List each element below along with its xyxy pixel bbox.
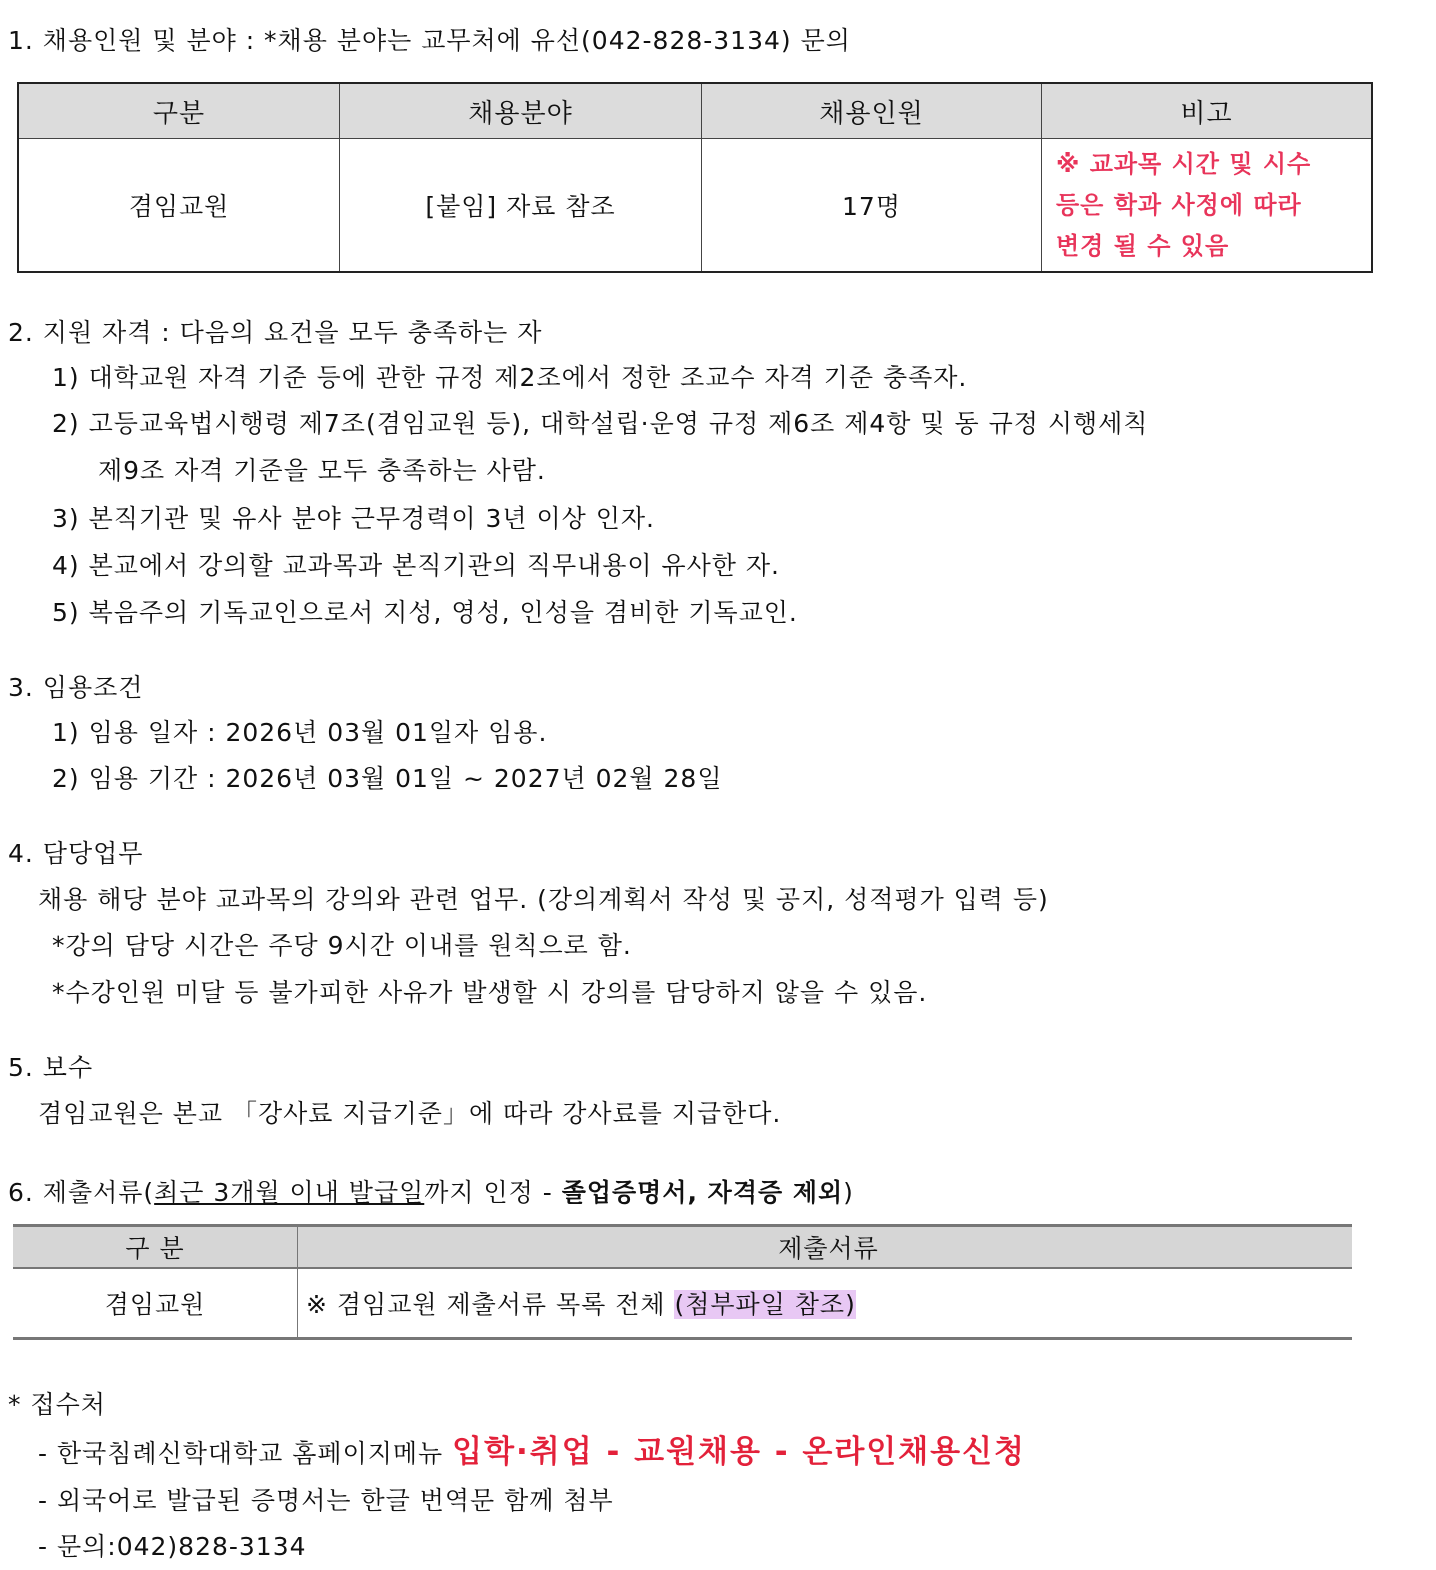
salary-text: 겸임교원은 본교 「강사료 지급기준」에 따라 강사료를 지급한다. — [38, 1099, 782, 1128]
reception-text: - 한국침례신학대학교 홈페이지메뉴 — [38, 1439, 453, 1468]
remark-line: ※ 교과목 시간 및 시수 — [1056, 149, 1312, 178]
documents-table — [13, 1224, 1352, 1340]
table-header-row — [13, 1226, 1352, 1269]
section-6-title — [8, 1178, 854, 1208]
condition-item: 1) 임용 일자 : 2026년 03월 01일자 임용. — [52, 718, 548, 747]
header-headcount: 채용인원 — [702, 83, 1042, 139]
header-category: 구분 — [18, 83, 340, 139]
remark-line: 등은 학과 사정에 따라 — [1056, 190, 1302, 219]
qualification-item-continued: 제9조 자격 기준을 모두 충족하는 사람. — [98, 456, 546, 485]
title-part: ) — [843, 1178, 854, 1207]
section-1-title: 1. 채용인원 및 분야 : *채용 분야는 교무처에 유선(042-828-3134) 문의 — [8, 26, 851, 55]
table-row — [13, 1268, 1352, 1339]
title-bold: 졸업증명서, 자격증 제외 — [561, 1178, 844, 1207]
reception-item — [38, 1434, 1026, 1471]
duty-note: *강의 담당 시간은 주당 9시간 이내를 원칙으로 함. — [52, 931, 632, 960]
cell-category: 겸임교원 — [18, 139, 340, 273]
duty-item: 채용 해당 분야 교과목의 강의와 관련 업무. (강의계획서 작성 및 공지, 성적평가 입력 등) — [38, 885, 1049, 914]
condition-item: 2) 임용 기간 : 2026년 03월 01일 ~ 2027년 02월 28일 — [52, 764, 723, 793]
duty-note: *수강인원 미달 등 불가피한 사유가 발생할 시 강의를 담당하지 않을 수 있음. — [52, 978, 928, 1007]
section-5-title: 5. 보수 — [8, 1053, 94, 1082]
title-part: 6. 제출서류( — [8, 1178, 155, 1207]
qualification-item: 4) 본교에서 강의할 교과목과 본직기관의 직무내용이 유사한 자. — [52, 551, 780, 580]
cell-remarks — [1042, 139, 1373, 273]
section-4-title: 4. 담당업무 — [8, 839, 144, 868]
qualification-item: 3) 본직기관 및 유사 분야 근무경력이 3년 이상 인자. — [52, 504, 655, 533]
table-header-row — [18, 83, 1372, 139]
cell-field: [붙임] 자료 참조 — [340, 139, 702, 273]
header-remarks: 비고 — [1042, 83, 1373, 139]
table-row — [18, 139, 1372, 273]
attachment-reference: (첨부파일 참조) — [674, 1290, 856, 1319]
section-7-title: * 접수처 — [8, 1390, 106, 1419]
cell-category: 겸임교원 — [13, 1268, 298, 1339]
menu-path: 입학·취업 - 교원채용 - 온라인채용신청 — [452, 1434, 1026, 1470]
qualification-item: 1) 대학교원 자격 기준 등에 관한 규정 제2조에서 정한 조교수 자격 기준 충족자. — [52, 363, 968, 392]
contact-info: - 문의:042)828-3134 — [38, 1532, 307, 1561]
title-part: 까지 인정 - — [424, 1178, 562, 1207]
cell-headcount: 17명 — [702, 139, 1042, 273]
header-field: 채용분야 — [340, 83, 702, 139]
documents-text: ※ 겸임교원 제출서류 목록 전체 — [306, 1290, 675, 1319]
header-documents: 제출서류 — [298, 1226, 1353, 1269]
header-category: 구 분 — [13, 1226, 298, 1269]
title-underlined: 최근 3개월 이내 발급일 — [154, 1178, 425, 1207]
remark-line: 변경 될 수 있음 — [1056, 231, 1230, 260]
section-3-title: 3. 임용조건 — [8, 673, 144, 702]
section-2-title: 2. 지원 자격 : 다음의 요건을 모두 충족하는 자 — [8, 318, 543, 347]
cell-documents — [298, 1268, 1353, 1339]
recruitment-table — [17, 82, 1373, 273]
reception-item: - 외국어로 발급된 증명서는 한글 번역문 함께 첨부 — [38, 1486, 614, 1515]
qualification-item: 2) 고등교육법시행령 제7조(겸임교원 등), 대학설립·운영 규정 제6조 제4항 및 동 규정 시행세칙 — [52, 409, 1149, 438]
qualification-item: 5) 복음주의 기독교인으로서 지성, 영성, 인성을 겸비한 기독교인. — [52, 598, 798, 627]
